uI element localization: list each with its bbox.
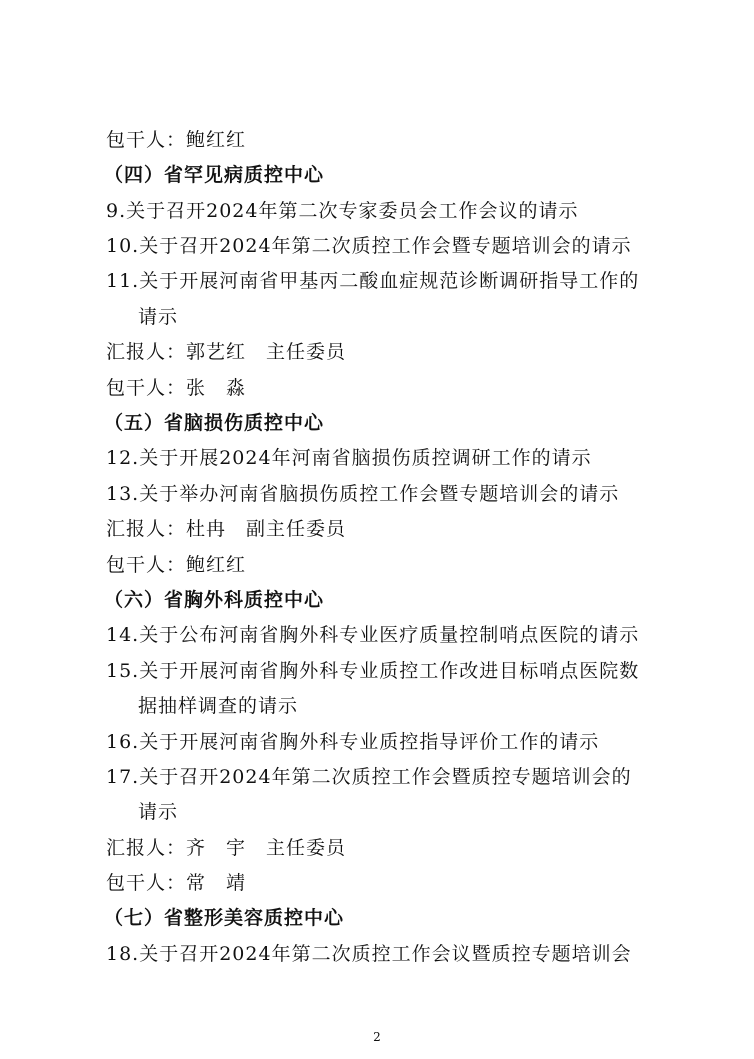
list-item: 12.关于开展2024年河南省脑损伤质控调研工作的请示 (106, 447, 592, 469)
section-heading: （五）省脑损伤质控中心 (104, 412, 325, 434)
person-line: 汇报人：杜冉 副主任委员 (106, 518, 347, 540)
list-item: 17.关于召开2024年第二次质控工作会暨质控专题培训会的 (106, 766, 632, 788)
person-line: 包干人：鲍红红 (106, 129, 247, 151)
person-line: 包干人：张 淼 (106, 377, 247, 399)
list-item: 11.关于开展河南省甲基丙二酸血症规范诊断调研指导工作的 (106, 270, 640, 292)
page-number: 2 (373, 1030, 381, 1044)
section-heading: （七）省整形美容质控中心 (104, 907, 345, 929)
list-item: 14.关于公布河南省胸外科专业医疗质量控制哨点医院的请示 (106, 624, 640, 646)
section-heading: （六）省胸外科质控中心 (104, 589, 325, 611)
list-item: 15.关于开展河南省胸外科专业质控工作改进目标哨点医院数 (106, 660, 640, 682)
person-line: 汇报人：郭艺红 主任委员 (106, 341, 347, 363)
person-line: 包干人：常 靖 (106, 872, 247, 894)
list-item: 9.关于召开2024年第二次专家委员会工作会议的请示 (106, 200, 579, 222)
person-line: 汇报人：齐 宇 主任委员 (106, 837, 347, 859)
list-item: 13.关于举办河南省脑损伤质控工作会暨专题培训会的请示 (106, 483, 620, 505)
list-item: 10.关于召开2024年第二次质控工作会暨专题培训会的请示 (106, 235, 632, 257)
list-item-continuation: 据抽样调查的请示 (138, 695, 299, 717)
list-item-continuation: 请示 (138, 306, 179, 328)
section-heading: （四）省罕见病质控中心 (104, 164, 325, 186)
person-line: 包干人：鲍红红 (106, 554, 247, 576)
list-item-continuation: 请示 (138, 801, 179, 823)
list-item: 18.关于召开2024年第二次质控工作会议暨质控专题培训会 (106, 943, 632, 965)
list-item: 16.关于开展河南省胸外科专业质控指导评价工作的请示 (106, 731, 600, 753)
